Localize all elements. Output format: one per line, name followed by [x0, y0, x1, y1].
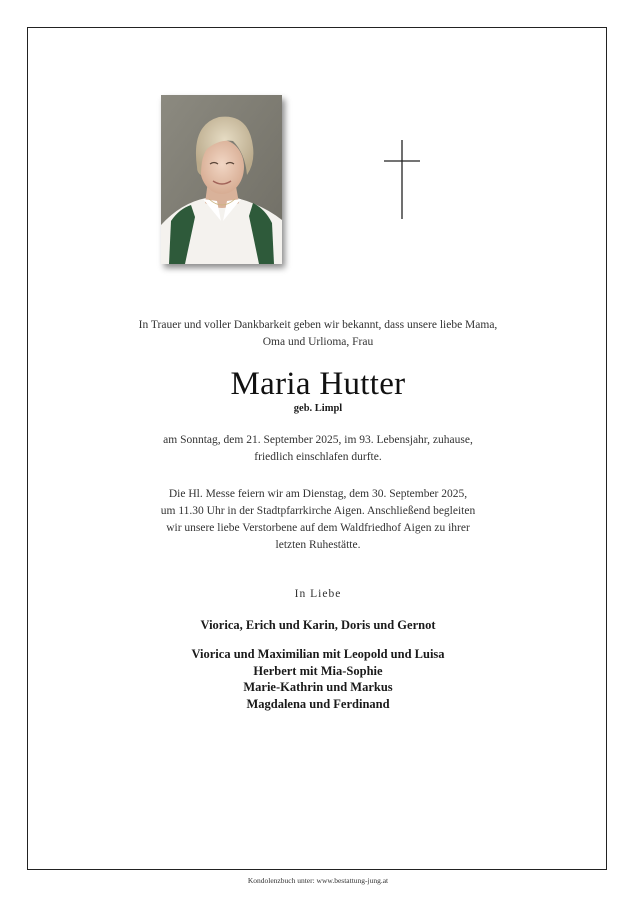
- intro-line-2: Oma und Urlioma, Frau: [262, 336, 374, 348]
- condolence-footer: Kondolenzbuch unter: www.bestattung-jung.at: [247, 876, 389, 885]
- grandchildren-line: Viorica und Maximilian mit Leopold und Luisa: [191, 647, 445, 661]
- maiden-name: geb. Limpl: [293, 403, 343, 414]
- portrait-photo: [161, 95, 282, 264]
- mass-line-3: wir unsere liebe Verstorbene auf dem Waldfriedhof Aigen zu ihrer: [166, 522, 470, 534]
- intro-line-1: In Trauer und voller Dankbarkeit geben wir bekannt, dass unsere liebe Mama,: [138, 319, 498, 331]
- mourners-grandchildren: [60, 646, 576, 712]
- mourners-heading: In Liebe: [294, 588, 342, 600]
- death-line-2: friedlich einschlafen durfte.: [254, 451, 382, 463]
- cross-icon: [383, 140, 421, 220]
- grandchildren-line: Herbert mit Mia-Sophie: [253, 663, 383, 678]
- mourners-children: Viorica, Erich und Karin, Doris und Gernot: [200, 618, 436, 632]
- grandchildren-line: Magdalena und Ferdinand: [246, 696, 390, 711]
- mass-line-2: um 11.30 Uhr in der Stadtpfarrkirche Aigen. Anschließend begleiten: [160, 505, 476, 517]
- mass-line-1: Die Hl. Messe feiern wir am Dienstag, dem 30. September 2025,: [168, 488, 468, 500]
- mass-notice: [60, 486, 576, 554]
- mass-line-4: letzten Ruhestätte.: [275, 539, 361, 551]
- death-notice: [60, 432, 576, 466]
- intro-text: [60, 317, 576, 351]
- grandchildren-line: Marie-Kathrin und Markus: [243, 680, 393, 694]
- deceased-name: Maria Hutter: [230, 366, 406, 402]
- death-line-1: am Sonntag, dem 21. September 2025, im 93. Lebensjahr, zuhause,: [163, 434, 473, 446]
